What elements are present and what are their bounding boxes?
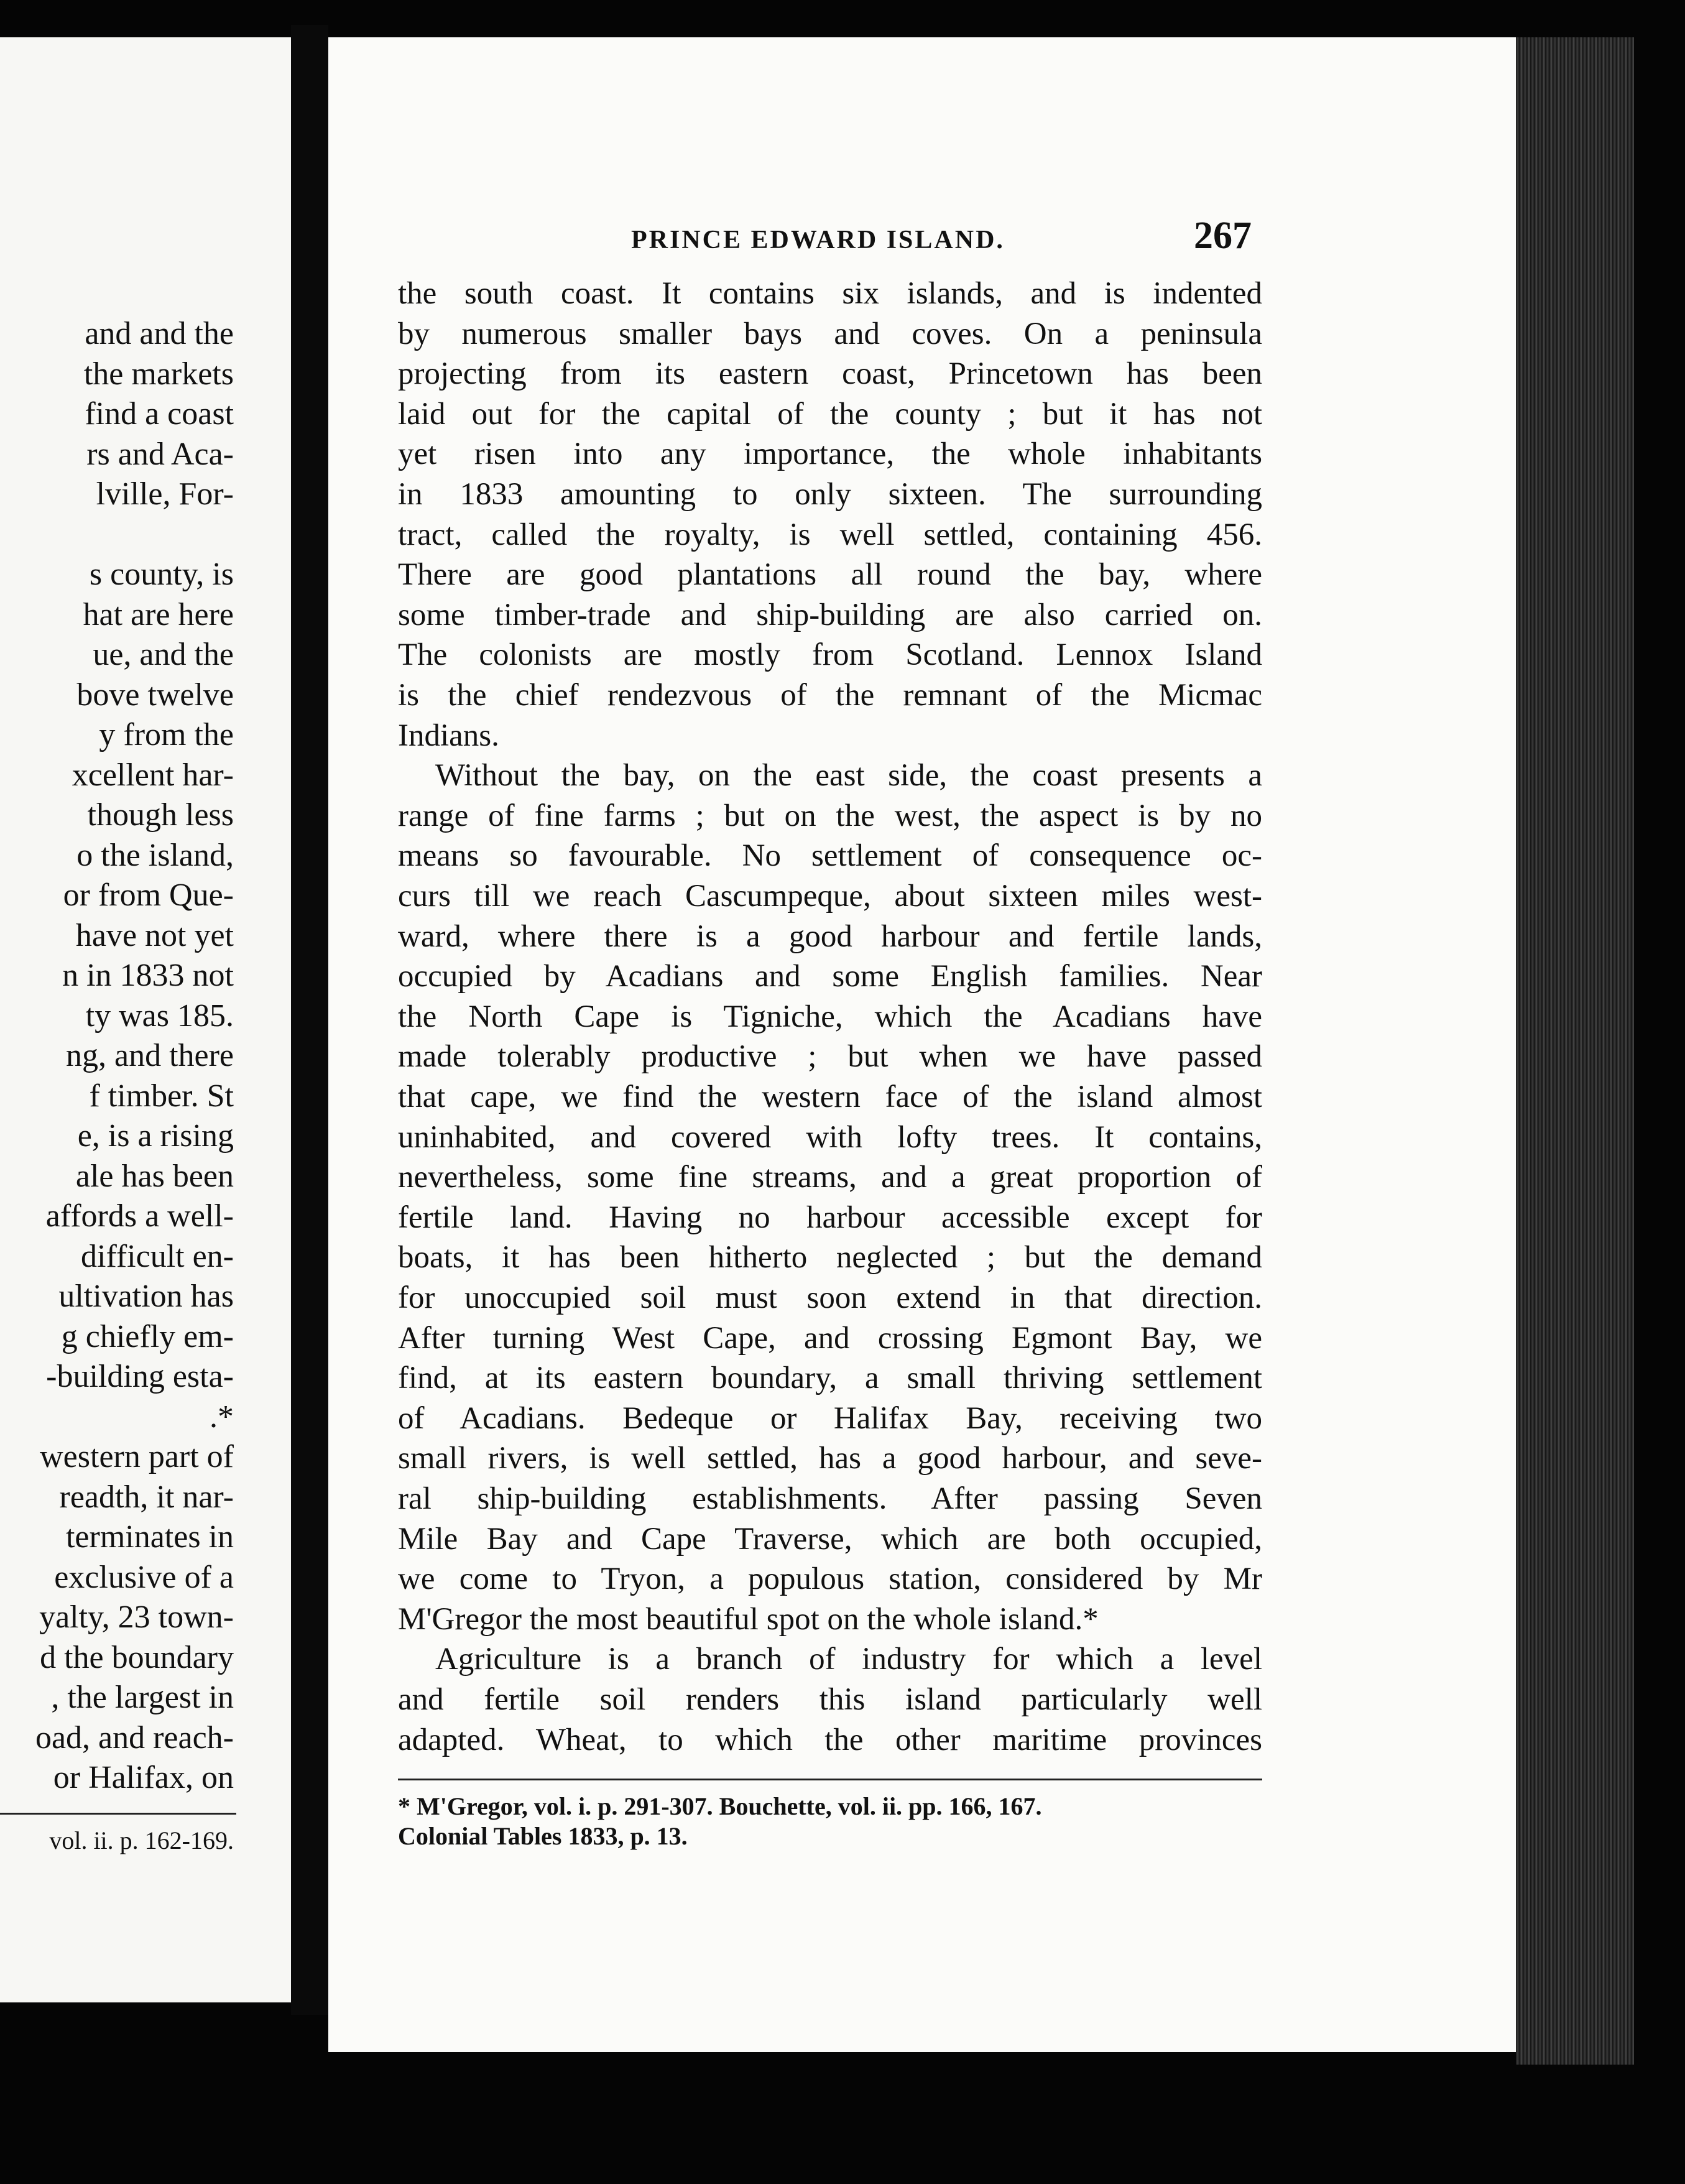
body-line: uninhabited, and covered with lofty trees. It contains, [398,1119,1262,1155]
body-line: we come to Tryon, a populous station, considered by Mr [398,1562,1262,1597]
left-page-line: have not yet [75,917,234,953]
left-page-line: n in 1833 not [62,958,234,993]
left-page-line: find a coast [85,396,234,432]
body-line: tract, called the royalty, is well settled, containing 456. [398,517,1262,552]
left-page-line: ultivation has [58,1279,234,1314]
left-page-line: lville, For- [96,476,234,512]
left-page-line: terminates in [65,1519,234,1555]
body-line: range of fine farms ; but on the west, the aspect is by no [398,798,1262,833]
book-page-stack [1516,37,1634,2065]
body-line: nevertheless, some fine streams, and a great proportion of [398,1160,1262,1195]
left-footnote-rule [0,1813,236,1815]
body-line: Mile Bay and Cape Traverse, which are both occupied, [398,1521,1262,1557]
left-page-line: ale has been [75,1158,234,1194]
left-page-line: or Halifax, on [53,1760,234,1795]
left-page [0,37,291,2002]
page-number: 267 [1194,215,1252,257]
left-footnote: vol. ii. p. 162-169. [49,1826,234,1854]
body-line: yet risen into any importance, the whole inhabitants [398,437,1262,472]
left-page-line: hat are here [83,596,234,632]
left-page-line: d the boundary [40,1639,234,1675]
body-line: laid out for the capital of the county ; but it has not [398,396,1262,432]
book-gutter [291,25,328,2015]
left-page-line: o the island, [76,837,234,873]
body-line: find, at its eastern boundary, a small thriving settlement [398,1361,1262,1396]
body-line: The colonists are mostly from Scotland. Lennox Island [398,637,1262,673]
left-page-line: .* [210,1399,234,1435]
left-page-line: f timber. St [89,1078,234,1114]
body-line: boats, it has been hitherto neglected ; but the demand [398,1240,1262,1275]
left-page-line: ng, and there [65,1038,234,1073]
body-line: is the chief rendezvous of the remnant of the Micmac [398,678,1262,713]
body-line: fertile land. Having no harbour accessible except for [398,1200,1262,1235]
left-page-line: readth, it nar- [59,1479,234,1515]
left-page-line: exclusive of a [54,1559,234,1595]
left-page-line: rs and Aca- [86,436,234,472]
left-page-line: e, is a rising [77,1118,234,1154]
footnote-rule [398,1779,1262,1780]
left-page-line: the markets [83,356,234,392]
body-line: and fertile soil renders this island particularly well [398,1682,1262,1717]
left-page-line: and and the [85,316,234,351]
body-line: Without the bay, on the east side, the coast presents a [435,758,1262,794]
left-page-line: or from Que- [63,877,234,913]
body-line: After turning West Cape, and crossing Egmont Bay, we [398,1320,1262,1356]
body-line: that cape, we find the western face of the island almost [398,1080,1262,1114]
body-line: projecting from its eastern coast, Princetown has been [398,356,1262,392]
left-page-line: difficult en- [81,1238,234,1274]
left-page-line: g chiefly em- [61,1318,234,1354]
body-line: curs till we reach Cascumpeque, about sixteen miles west- [398,879,1262,914]
running-head: PRINCE EDWARD ISLAND. [631,226,1005,254]
body-line: ral ship-building establishments. After passing Seven [398,1481,1262,1516]
footnote-line: * M'Gregor, vol. i. p. 291-307. Bouchette, vol. ii. pp. 166, 167. [398,1792,1042,1820]
body-line: ward, where there is a good harbour and fertile lands, [398,918,1262,954]
body-line: in 1833 amounting to only sixteen. The surrounding [398,477,1262,512]
left-page-line: xcellent har- [72,757,234,793]
left-page-line: bove twelve [76,677,234,713]
body-line: Indians. [398,718,499,753]
footnote-line: Colonial Tables 1833, p. 13. [398,1822,688,1850]
left-page-line: -building esta- [46,1359,234,1394]
body-line: M'Gregor the most beautiful spot on the whole island.* [398,1601,1099,1637]
left-page-line: oad, and reach- [35,1719,234,1756]
body-line: small rivers, is well settled, has a good harbour, and seve- [398,1441,1262,1476]
body-line: Agriculture is a branch of industry for which a level [435,1642,1262,1677]
body-line: There are good plantations all round the bay, where [398,557,1262,593]
body-line: the North Cape is Tigniche, which the Acadians have [398,999,1262,1034]
left-page-line: affords a well- [45,1198,234,1234]
body-line: occupied by Acadians and some English families. Near [398,959,1262,994]
left-page-line: s county, is [89,557,234,592]
body-line: the south coast. It contains six islands, and is indented [398,276,1262,311]
body-line: means so favourable. No settlement of consequence oc- [398,838,1262,874]
left-page-line: , the largest in [51,1680,234,1715]
left-page-line: western part of [40,1439,234,1474]
left-page-line: yalty, 23 town- [39,1599,234,1635]
left-page-line: though less [87,797,234,833]
body-line: made tolerably productive ; but when we have passed [398,1039,1262,1075]
body-line: by numerous smaller bays and coves. On a peninsula [398,316,1262,351]
body-line: adapted. Wheat, to which the other maritime provinces [398,1722,1262,1757]
body-line: some timber-trade and ship-building are also carried on. [398,597,1262,632]
body-line: for unoccupied soil must soon extend in that direction. [398,1280,1262,1315]
left-page-line: ue, and the [93,637,234,672]
left-page-line: ty was 185. [85,997,234,1034]
body-line: of Acadians. Bedeque or Halifax Bay, receiving two [398,1400,1262,1436]
left-page-line: y from the [99,717,234,752]
